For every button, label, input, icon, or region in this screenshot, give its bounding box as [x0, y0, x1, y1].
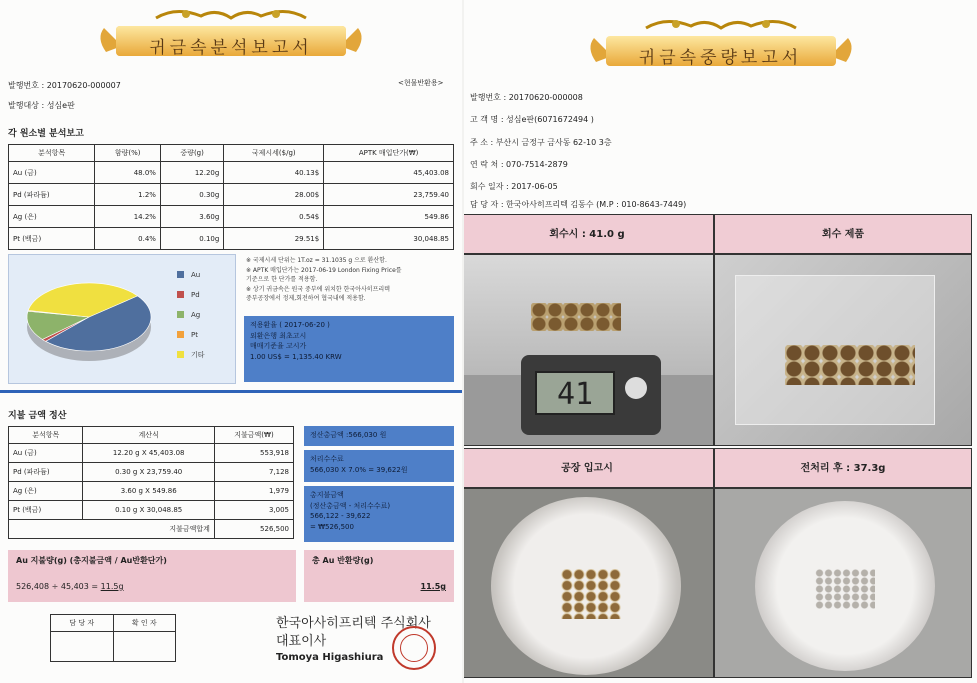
cell: Pd (파라듐): [9, 463, 83, 482]
fee-line: 566,030 X 7.0% = 39,622원: [310, 465, 408, 474]
scale-display: 41: [535, 371, 615, 415]
rate-line: 매매기준율 고시가: [250, 342, 307, 350]
company-seal-icon: [392, 626, 436, 670]
cell: 3.60g: [160, 206, 223, 228]
table-header-row: [9, 145, 454, 162]
sign-cell: [51, 632, 114, 662]
table-row: [9, 206, 454, 228]
manager: 담 당 자 : 한국아사히프리텍 김동수 (M.P : 010-8643-7449): [470, 200, 687, 209]
jewelry-pieces-icon: [531, 303, 621, 331]
pay-total-box: [304, 486, 454, 542]
note-line: 중부공장에서 정제,회전하여 협국내에 적용함.: [246, 295, 366, 303]
table-row: [9, 444, 294, 463]
phone: 연 락 처 : 070-7514-2879: [470, 160, 568, 169]
page-title: 귀금속분석보고서: [149, 38, 313, 58]
collection-date: 회수 일자 : 2017-06-05: [470, 182, 558, 191]
pay-line: (정산총금액 - 처리수수료): [310, 501, 391, 510]
pie-chart-panel: [8, 254, 236, 384]
note-line: ※ 국제시세 단위는 1T.oz = 31.1035 g 으로 환산함.: [246, 257, 387, 264]
cell: Pt (백금): [9, 501, 83, 520]
au-box-result: 11.5g: [100, 582, 124, 591]
cell: 0.30 g X 23,759.40: [83, 463, 214, 482]
cell: 549.86: [324, 206, 454, 228]
rate-line: 외환은행 최초고시: [250, 331, 307, 340]
pay-line: 총지불금액: [310, 491, 344, 499]
cell: 3,005: [214, 501, 293, 520]
cell: 28.00$: [224, 184, 324, 206]
legend-swatch: [177, 271, 184, 278]
table-header-row: [9, 427, 294, 444]
cell: 0.10 g X 30,048.85: [83, 501, 214, 520]
au-return-value: 11.5g: [420, 582, 446, 591]
scale-button-icon: [625, 377, 647, 399]
pay-line: 566,122 - 39,622: [310, 512, 371, 520]
au-return-box: [304, 550, 454, 602]
table-row: [9, 482, 294, 501]
cell: 45,403.08: [324, 162, 454, 184]
rate-line: 적용환율 ( 2017-06-20 ): [250, 321, 330, 329]
cell: 0.54$: [224, 206, 324, 228]
signature-table: [50, 614, 176, 662]
photo-title: 전처리 후 : 37.3g: [714, 448, 972, 488]
cell: 0.10g: [160, 228, 223, 250]
fee-box: [304, 450, 454, 482]
total-label: 지불금액합계: [9, 520, 215, 539]
table-row: [9, 228, 454, 250]
note-line: ※ APTK 매입단가는 2017-06-19 London Fixing Price를: [246, 266, 402, 274]
cell: Au (금): [9, 444, 83, 463]
cell: Pt (백금): [9, 228, 95, 250]
header-cell: 분석항목: [9, 145, 95, 162]
photo-title: 회수 제품: [714, 214, 972, 254]
note-line: ※ 상기 귀금속은 원국 중부에 위치한 한국아사히프리텍: [246, 285, 390, 293]
legend-label: Au: [191, 271, 201, 279]
sign-label: 확 인 자: [113, 615, 176, 632]
legend-swatch: [177, 351, 184, 358]
photo-title: 공장 입고시: [464, 448, 714, 488]
legend-swatch: [177, 331, 184, 338]
ceo-title: 대표이사: [276, 634, 327, 649]
pie-chart: [9, 255, 237, 385]
address: 주 소 : 부산시 금정구 금사동 62-10 3층: [470, 138, 612, 147]
page-title: 귀금속중량보고서: [638, 48, 803, 68]
header-cell: APTK 매입단가(₩): [324, 145, 454, 162]
table-row: [9, 501, 294, 520]
legend-label: 기타: [191, 351, 205, 359]
cell: Au (금): [9, 162, 95, 184]
au-return-title: 총 Au 반환량(g): [312, 556, 374, 565]
issue-number: 발행번호 : 20170620-000007: [8, 81, 121, 90]
table-row: [9, 162, 454, 184]
cell: 40.13$: [224, 162, 324, 184]
settlement-table: [8, 426, 294, 539]
photo-scale: [464, 254, 714, 446]
cell: 553,918: [214, 444, 293, 463]
header-cell: 국제시세($/g): [224, 145, 324, 162]
photo-recovered-product: [714, 254, 972, 446]
jewelry-pieces-icon: [785, 345, 915, 385]
cell: 48.0%: [95, 162, 161, 184]
settle-total-box: 정산총금액 :566,030 원: [304, 426, 454, 446]
analysis-table: [8, 144, 454, 250]
ceo-name: Tomoya Higashiura: [276, 652, 384, 663]
sign-cell: [113, 632, 176, 662]
analysis-report-page: [0, 0, 462, 683]
exchange-rate-box: [244, 316, 454, 382]
title-banner: [586, 16, 856, 78]
cell: 12.20 g X 45,403.08: [83, 444, 214, 463]
cell: 0.4%: [95, 228, 161, 250]
issue-number: 발행번호 : 20170620-000008: [470, 93, 583, 102]
scale-image: [521, 355, 661, 435]
divider: [0, 390, 462, 393]
cell: 0.30g: [160, 184, 223, 206]
header-cell: 계산식: [83, 427, 214, 444]
section-heading-settlement: 지불 금액 정산: [8, 411, 67, 421]
title-banner: [96, 6, 366, 68]
notes-block: [246, 256, 456, 304]
au-payment-box: [8, 550, 296, 602]
sign-label: 담 당 자: [51, 615, 114, 632]
legend-label: Pt: [191, 331, 198, 339]
header-cell: 지불금액(₩): [214, 427, 293, 444]
photo-factory-arrival: [464, 488, 714, 678]
company-name: 한국아사히프리텍 주식회사: [276, 616, 431, 631]
header-cell: 함량(%): [95, 145, 161, 162]
cell: 14.2%: [95, 206, 161, 228]
table-row: [9, 463, 294, 482]
legend-swatch: [177, 311, 184, 318]
return-tag: <현물반환용>: [398, 79, 444, 87]
cell: 30,048.85: [324, 228, 454, 250]
note-line: 기준으로 한 단가를 적용함.: [246, 276, 318, 284]
legend-label: Pd: [191, 291, 200, 299]
legend-label: Ag: [191, 311, 201, 319]
au-box-formula: 526,408 ÷ 45,403 =: [16, 582, 99, 591]
jewelry-pieces-icon: [561, 569, 621, 619]
photo-title: 회수시 : 41.0 g: [464, 214, 714, 254]
cell: Pd (파라듐): [9, 184, 95, 206]
cell: Ag (은): [9, 206, 95, 228]
metal-fragments-icon: [815, 569, 875, 609]
header-cell: 분석항목: [9, 427, 83, 444]
rate-line: 1.00 US$ = 1,135.40 KRW: [250, 352, 342, 361]
table-total-row: [9, 520, 294, 539]
cell: Ag (은): [9, 482, 83, 501]
cell: 12.20g: [160, 162, 223, 184]
legend-swatch: [177, 291, 184, 298]
table-row: [9, 184, 454, 206]
issue-target: 발행대상 : 성심e판: [8, 101, 75, 110]
header-cell: 중량(g): [160, 145, 223, 162]
total-value: 526,500: [214, 520, 293, 539]
weight-report-page: [464, 0, 977, 683]
au-box-title: Au 지불량(g) (총지불금액 / Au반환단가): [16, 556, 167, 565]
cell: 29.51$: [224, 228, 324, 250]
cell: 1,979: [214, 482, 293, 501]
cell: 1.2%: [95, 184, 161, 206]
customer-name: 고 객 명 : 성심e판(6071672494 ): [470, 115, 594, 124]
pay-line: = ₩526,500: [310, 522, 354, 531]
photo-after-pretreatment: [714, 488, 972, 678]
cell: 23,759.40: [324, 184, 454, 206]
cell: 3.60 g X 549.86: [83, 482, 214, 501]
fee-line: 처리수수료: [310, 455, 344, 463]
section-heading-analysis: 각 원소별 분석보고: [8, 129, 84, 139]
cell: 7,128: [214, 463, 293, 482]
